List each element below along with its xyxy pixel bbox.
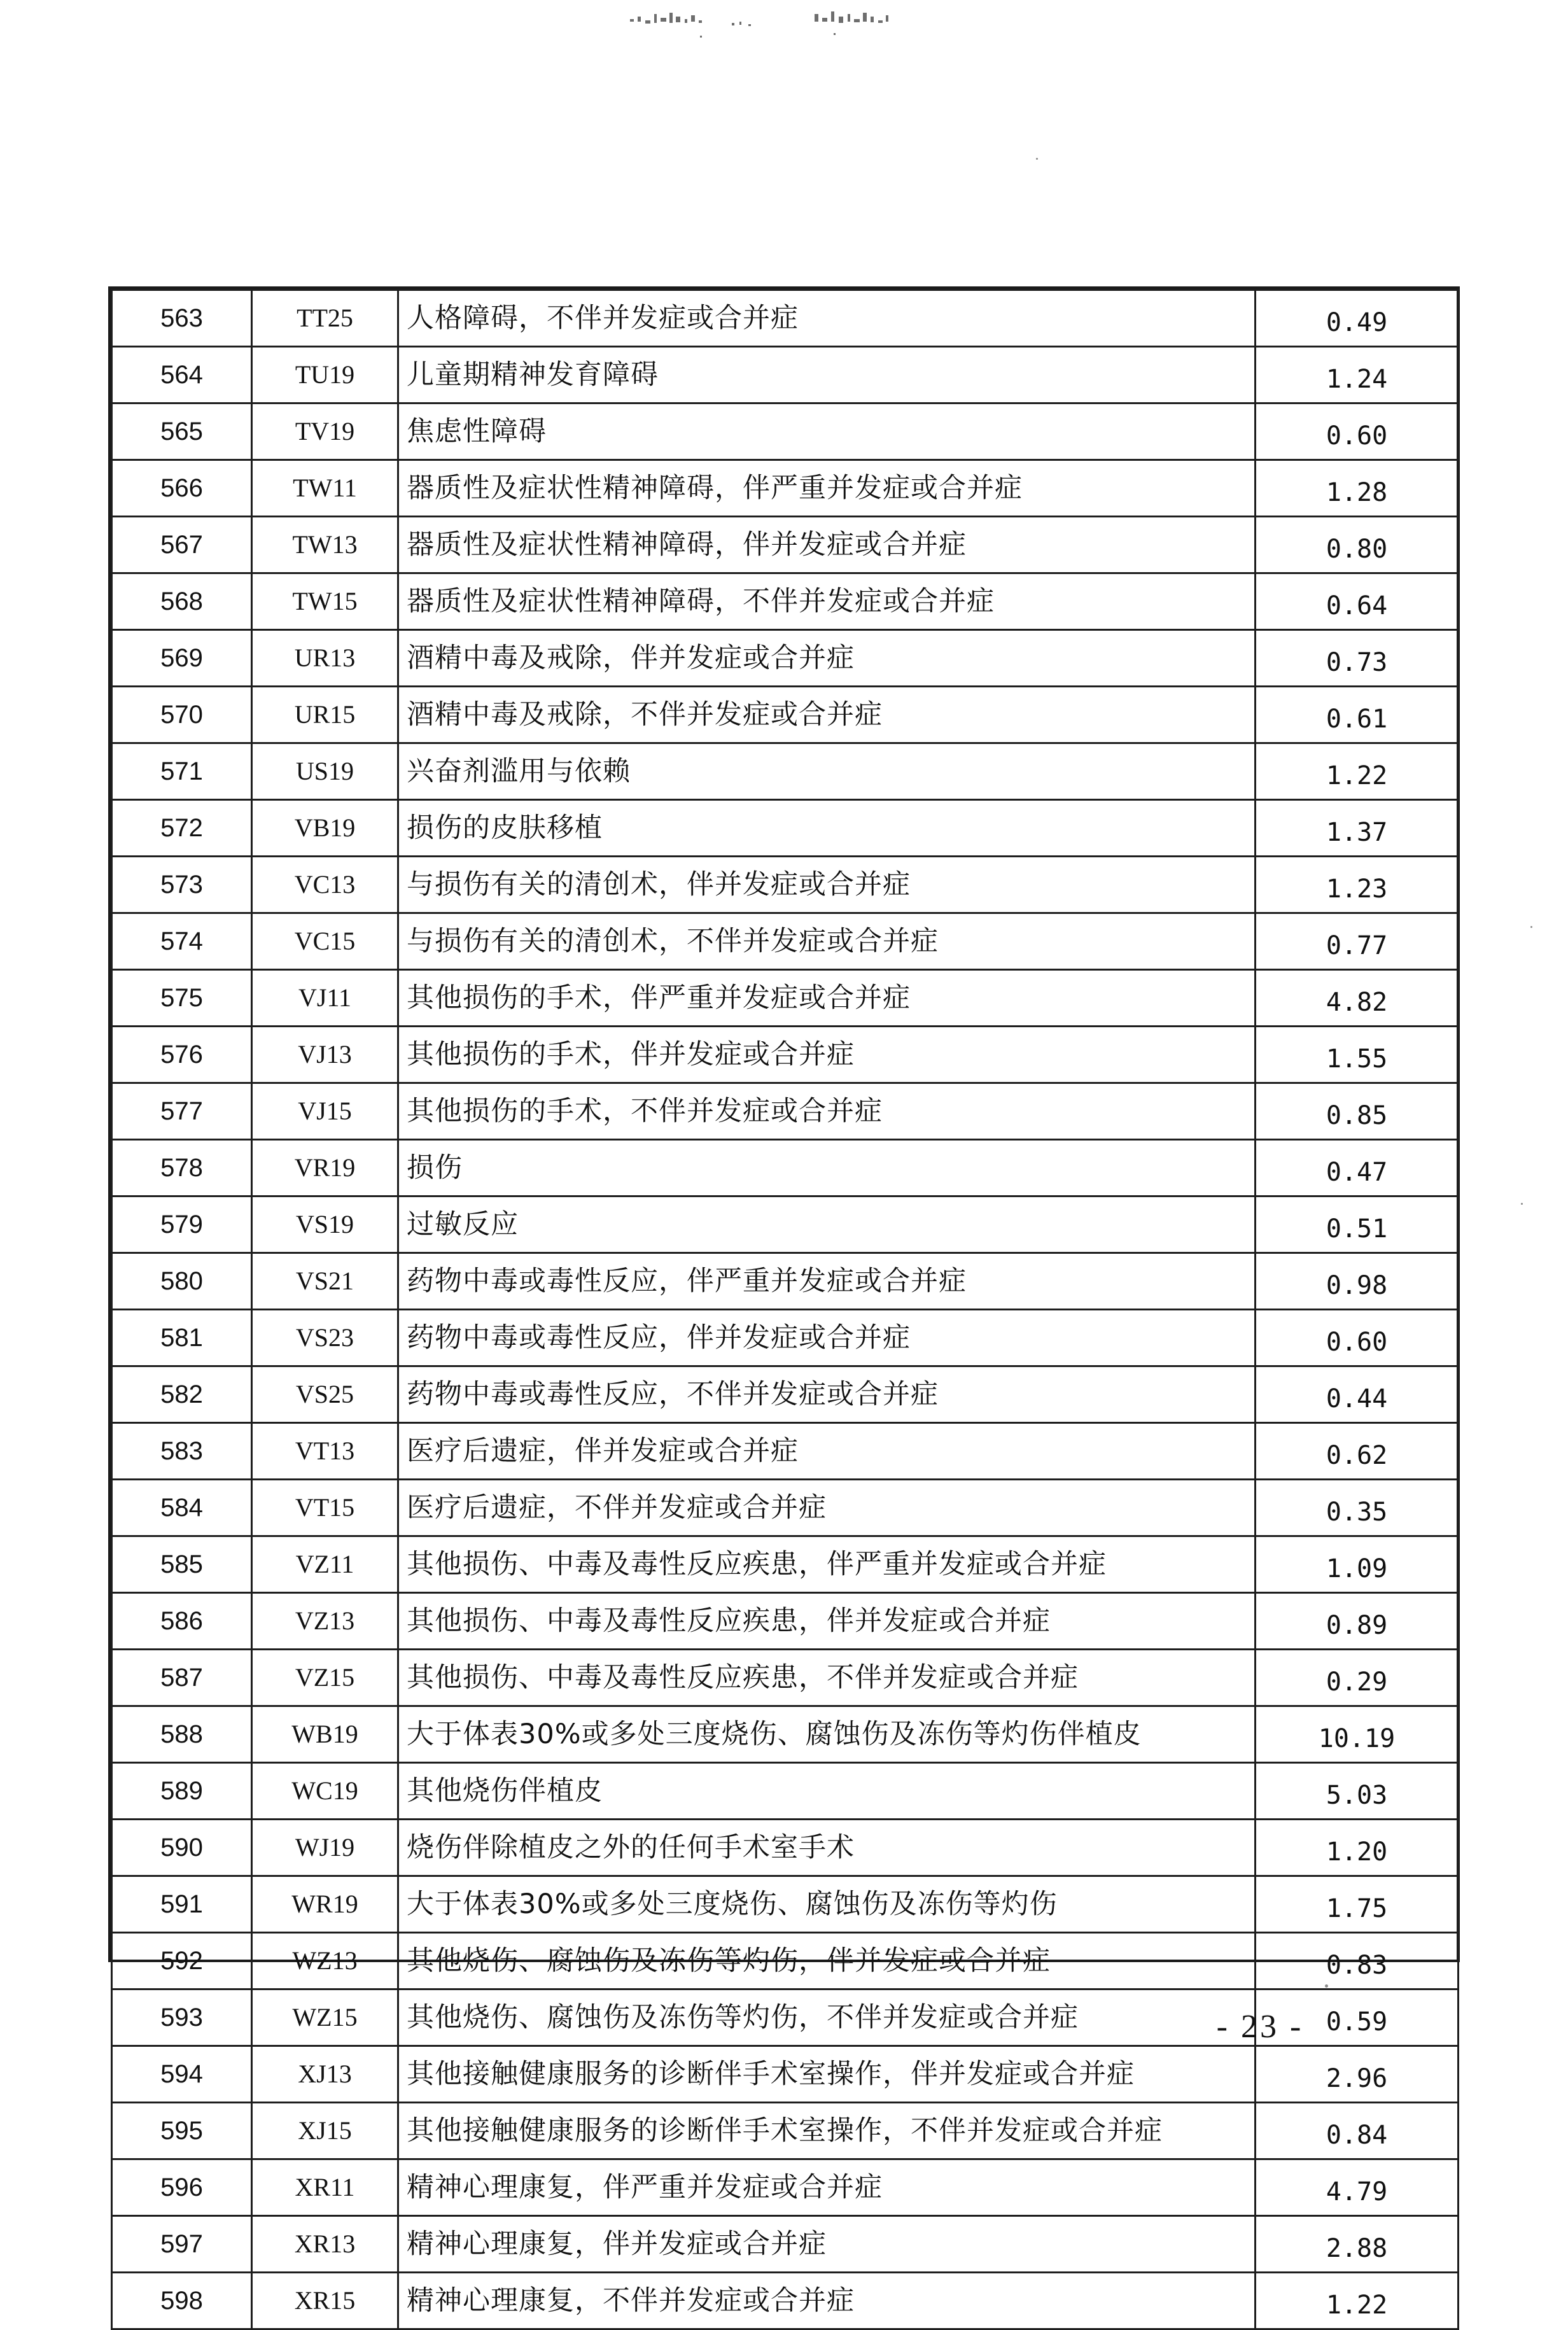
drg-name-cell: 器质性及症状性精神障碍，伴严重并发症或合并症 — [398, 460, 1256, 517]
drg-name-cell: 其他损伤的手术，不伴并发症或合并症 — [398, 1083, 1256, 1140]
row-number-cell: 573 — [112, 857, 252, 913]
weight-cell: 0.60 — [1256, 1310, 1459, 1366]
drg-name-cell: 大于体表30%或多处三度烧伤、腐蚀伤及冻伤等灼伤 — [398, 1876, 1256, 1933]
row-number-cell: 570 — [112, 687, 252, 743]
drg-code-cell: XJ13 — [252, 2046, 398, 2103]
weight-cell: 1.09 — [1256, 1536, 1459, 1593]
weight-cell: 1.37 — [1256, 800, 1459, 857]
drg-code-cell: XJ15 — [252, 2103, 398, 2159]
drg-code-cell: XR11 — [252, 2159, 398, 2216]
drg-code-cell: VC15 — [252, 913, 398, 970]
row-number-cell: 598 — [112, 2273, 252, 2329]
drg-name-cell: 其他损伤的手术，伴严重并发症或合并症 — [398, 970, 1256, 1027]
weight-cell: 4.82 — [1256, 970, 1459, 1027]
drg-code-cell: TV19 — [252, 404, 398, 460]
weight-cell: 1.22 — [1256, 743, 1459, 800]
drg-code-cell: VC13 — [252, 857, 398, 913]
drg-code-cell: WZ13 — [252, 1933, 398, 1990]
table-row — [112, 1820, 1459, 1876]
drg-code-cell: WC19 — [252, 1763, 398, 1820]
weight-cell: 5.03 — [1256, 1763, 1459, 1820]
drg-code-cell: VZ13 — [252, 1593, 398, 1650]
table-row — [112, 800, 1459, 857]
table-row — [112, 857, 1459, 913]
table-row — [112, 1366, 1459, 1423]
drg-code-cell: TU19 — [252, 347, 398, 404]
weight-cell: 0.51 — [1256, 1197, 1459, 1253]
row-number-cell: 582 — [112, 1366, 252, 1423]
row-number-cell: 596 — [112, 2159, 252, 2216]
drg-code-cell: VT15 — [252, 1480, 398, 1536]
table-row — [112, 1197, 1459, 1253]
table-row — [112, 687, 1459, 743]
drg-code-cell: XR13 — [252, 2216, 398, 2273]
weight-cell: 0.60 — [1256, 404, 1459, 460]
row-number-cell: 583 — [112, 1423, 252, 1480]
scan-artifact — [624, 5, 955, 50]
row-number-cell: 569 — [112, 630, 252, 687]
row-number-cell: 566 — [112, 460, 252, 517]
drg-code-cell: WJ19 — [252, 1820, 398, 1876]
table-row — [112, 2103, 1459, 2159]
weight-cell: 0.29 — [1256, 1650, 1459, 1706]
row-number-cell: 589 — [112, 1763, 252, 1820]
drg-code-cell: VB19 — [252, 800, 398, 857]
weight-cell: 0.77 — [1256, 913, 1459, 970]
row-number-cell: 597 — [112, 2216, 252, 2273]
drg-code-cell: WB19 — [252, 1706, 398, 1763]
table-row — [112, 1763, 1459, 1820]
weight-cell: 0.47 — [1256, 1140, 1459, 1197]
table-row — [112, 913, 1459, 970]
drg-weight-table — [108, 286, 1460, 2320]
row-number-cell: 574 — [112, 913, 252, 970]
row-number-cell: 563 — [112, 290, 252, 347]
row-number-cell: 568 — [112, 573, 252, 630]
scan-speck — [1036, 158, 1038, 160]
weight-cell: 1.23 — [1256, 857, 1459, 913]
row-number-cell: 584 — [112, 1480, 252, 1536]
drg-code-cell: VS21 — [252, 1253, 398, 1310]
table-row — [112, 1650, 1459, 1706]
drg-name-cell: 其他烧伤、腐蚀伤及冻伤等灼伤，伴并发症或合并症 — [398, 1933, 1256, 1990]
weight-cell: 1.75 — [1256, 1876, 1459, 1933]
row-number-cell: 588 — [112, 1706, 252, 1763]
table-row — [112, 1933, 1459, 1990]
weight-cell: 1.55 — [1256, 1027, 1459, 1083]
drg-name-cell: 儿童期精神发育障碍 — [398, 347, 1256, 404]
weight-cell: 1.20 — [1256, 1820, 1459, 1876]
drg-code-cell: VR19 — [252, 1140, 398, 1197]
drg-name-cell: 其他接触健康服务的诊断伴手术室操作，不伴并发症或合并症 — [398, 2103, 1256, 2159]
drg-code-cell: VZ15 — [252, 1650, 398, 1706]
drg-code-cell: UR13 — [252, 630, 398, 687]
table-row — [112, 2046, 1459, 2103]
table-row — [112, 630, 1459, 687]
weight-cell: 0.64 — [1256, 573, 1459, 630]
drg-code-cell: VJ15 — [252, 1083, 398, 1140]
table-row — [112, 1027, 1459, 1083]
drg-name-cell: 大于体表30%或多处三度烧伤、腐蚀伤及冻伤等灼伤伴植皮 — [398, 1706, 1256, 1763]
table-row — [112, 2273, 1459, 2329]
drg-name-cell: 与损伤有关的清创术，伴并发症或合并症 — [398, 857, 1256, 913]
row-number-cell: 578 — [112, 1140, 252, 1197]
drg-code-cell: VS25 — [252, 1366, 398, 1423]
row-number-cell: 576 — [112, 1027, 252, 1083]
drg-name-cell: 焦虑性障碍 — [398, 404, 1256, 460]
page-number: - 23 - — [1216, 2009, 1304, 2045]
weight-cell: 2.96 — [1256, 2046, 1459, 2103]
row-number-cell: 581 — [112, 1310, 252, 1366]
drg-code-cell: TW13 — [252, 517, 398, 573]
drg-code-cell: VT13 — [252, 1423, 398, 1480]
drg-name-cell: 医疗后遗症，伴并发症或合并症 — [398, 1423, 1256, 1480]
weight-cell: 0.85 — [1256, 1083, 1459, 1140]
weight-cell: 4.79 — [1256, 2159, 1459, 2216]
table-row — [112, 460, 1459, 517]
drg-name-cell: 药物中毒或毒性反应，不伴并发症或合并症 — [398, 1366, 1256, 1423]
scan-speck — [1521, 1203, 1523, 1205]
weight-cell: 0.89 — [1256, 1593, 1459, 1650]
scan-speck — [1325, 1984, 1328, 1988]
drg-name-cell: 器质性及症状性精神障碍，伴并发症或合并症 — [398, 517, 1256, 573]
weight-cell: 0.44 — [1256, 1366, 1459, 1423]
table-row — [112, 1593, 1459, 1650]
table-row — [112, 573, 1459, 630]
table-row — [112, 1140, 1459, 1197]
table-row — [112, 2216, 1459, 2273]
drg-name-cell: 人格障碍，不伴并发症或合并症 — [398, 290, 1256, 347]
drg-name-cell: 药物中毒或毒性反应，伴严重并发症或合并症 — [398, 1253, 1256, 1310]
drg-code-cell: VJ11 — [252, 970, 398, 1027]
row-number-cell: 567 — [112, 517, 252, 573]
drg-code-cell: WR19 — [252, 1876, 398, 1933]
drg-name-cell: 酒精中毒及戒除，伴并发症或合并症 — [398, 630, 1256, 687]
row-number-cell: 585 — [112, 1536, 252, 1593]
row-number-cell: 586 — [112, 1593, 252, 1650]
drg-name-cell: 其他接触健康服务的诊断伴手术室操作，伴并发症或合并症 — [398, 2046, 1256, 2103]
drg-name-cell: 过敏反应 — [398, 1197, 1256, 1253]
weight-cell: 0.35 — [1256, 1480, 1459, 1536]
table-row — [112, 290, 1459, 347]
row-number-cell: 593 — [112, 1990, 252, 2046]
table-row — [112, 1480, 1459, 1536]
row-number-cell: 565 — [112, 404, 252, 460]
drg-code-cell: US19 — [252, 743, 398, 800]
table-row — [112, 1423, 1459, 1480]
drg-code-cell: UR15 — [252, 687, 398, 743]
drg-code-cell: VJ13 — [252, 1027, 398, 1083]
table-row — [112, 517, 1459, 573]
drg-name-cell: 其他损伤的手术，伴并发症或合并症 — [398, 1027, 1256, 1083]
row-number-cell: 571 — [112, 743, 252, 800]
drg-name-cell: 精神心理康复，不伴并发症或合并症 — [398, 2273, 1256, 2329]
table-row — [112, 2159, 1459, 2216]
drg-name-cell: 与损伤有关的清创术，不伴并发症或合并症 — [398, 913, 1256, 970]
drg-name-cell: 其他损伤、中毒及毒性反应疾患，不伴并发症或合并症 — [398, 1650, 1256, 1706]
weight-cell: 1.28 — [1256, 460, 1459, 517]
scan-speck — [1530, 926, 1532, 928]
weight-cell: 0.59 — [1256, 1990, 1459, 2046]
row-number-cell: 587 — [112, 1650, 252, 1706]
row-number-cell: 579 — [112, 1197, 252, 1253]
table-row — [112, 970, 1459, 1027]
table-row — [112, 743, 1459, 800]
weight-cell: 0.62 — [1256, 1423, 1459, 1480]
drg-name-cell: 精神心理康复，伴严重并发症或合并症 — [398, 2159, 1256, 2216]
drg-code-cell: TT25 — [252, 290, 398, 347]
drg-name-cell: 损伤的皮肤移植 — [398, 800, 1256, 857]
drg-name-cell: 药物中毒或毒性反应，伴并发症或合并症 — [398, 1310, 1256, 1366]
drg-name-cell: 其他损伤、中毒及毒性反应疾患，伴并发症或合并症 — [398, 1593, 1256, 1650]
drg-name-cell: 器质性及症状性精神障碍，不伴并发症或合并症 — [398, 573, 1256, 630]
row-number-cell: 590 — [112, 1820, 252, 1876]
table-row — [112, 1083, 1459, 1140]
row-number-cell: 575 — [112, 970, 252, 1027]
weight-cell: 0.73 — [1256, 630, 1459, 687]
weight-cell: 1.22 — [1256, 2273, 1459, 2329]
weight-cell: 0.83 — [1256, 1933, 1459, 1990]
weight-cell: 0.84 — [1256, 2103, 1459, 2159]
table-row — [112, 404, 1459, 460]
drg-code-cell: XR15 — [252, 2273, 398, 2329]
drg-name-cell: 医疗后遗症，不伴并发症或合并症 — [398, 1480, 1256, 1536]
weight-cell: 0.61 — [1256, 687, 1459, 743]
row-number-cell: 572 — [112, 800, 252, 857]
weight-cell: 10.19 — [1256, 1706, 1459, 1763]
drg-code-cell: TW11 — [252, 460, 398, 517]
drg-name-cell: 其他损伤、中毒及毒性反应疾患，伴严重并发症或合并症 — [398, 1536, 1256, 1593]
drg-name-cell: 其他烧伤、腐蚀伤及冻伤等灼伤，不伴并发症或合并症 — [398, 1990, 1256, 2046]
row-number-cell: 580 — [112, 1253, 252, 1310]
drg-code-cell: VZ11 — [252, 1536, 398, 1593]
row-number-cell: 595 — [112, 2103, 252, 2159]
table-row — [112, 347, 1459, 404]
row-number-cell: 577 — [112, 1083, 252, 1140]
weight-cell: 2.88 — [1256, 2216, 1459, 2273]
weight-cell: 0.80 — [1256, 517, 1459, 573]
row-number-cell: 594 — [112, 2046, 252, 2103]
drg-code-cell: VS19 — [252, 1197, 398, 1253]
drg-name-cell: 烧伤伴除植皮之外的任何手术室手术 — [398, 1820, 1256, 1876]
drg-name-cell: 精神心理康复，伴并发症或合并症 — [398, 2216, 1256, 2273]
drg-name-cell: 酒精中毒及戒除，不伴并发症或合并症 — [398, 687, 1256, 743]
drg-name-cell: 其他烧伤伴植皮 — [398, 1763, 1256, 1820]
drg-name-cell: 兴奋剂滥用与依赖 — [398, 743, 1256, 800]
row-number-cell: 591 — [112, 1876, 252, 1933]
drg-name-cell: 损伤 — [398, 1140, 1256, 1197]
weight-cell: 1.24 — [1256, 347, 1459, 404]
weight-cell: 0.98 — [1256, 1253, 1459, 1310]
drg-code-cell: VS23 — [252, 1310, 398, 1366]
table-row — [112, 1876, 1459, 1933]
drg-code-cell: TW15 — [252, 573, 398, 630]
drg-code-cell: WZ15 — [252, 1990, 398, 2046]
row-number-cell: 592 — [112, 1933, 252, 1990]
table-row — [112, 1536, 1459, 1593]
weight-cell: 0.49 — [1256, 290, 1459, 347]
row-number-cell: 564 — [112, 347, 252, 404]
table-row — [112, 1310, 1459, 1366]
table-row — [112, 1706, 1459, 1763]
table-row — [112, 1253, 1459, 1310]
